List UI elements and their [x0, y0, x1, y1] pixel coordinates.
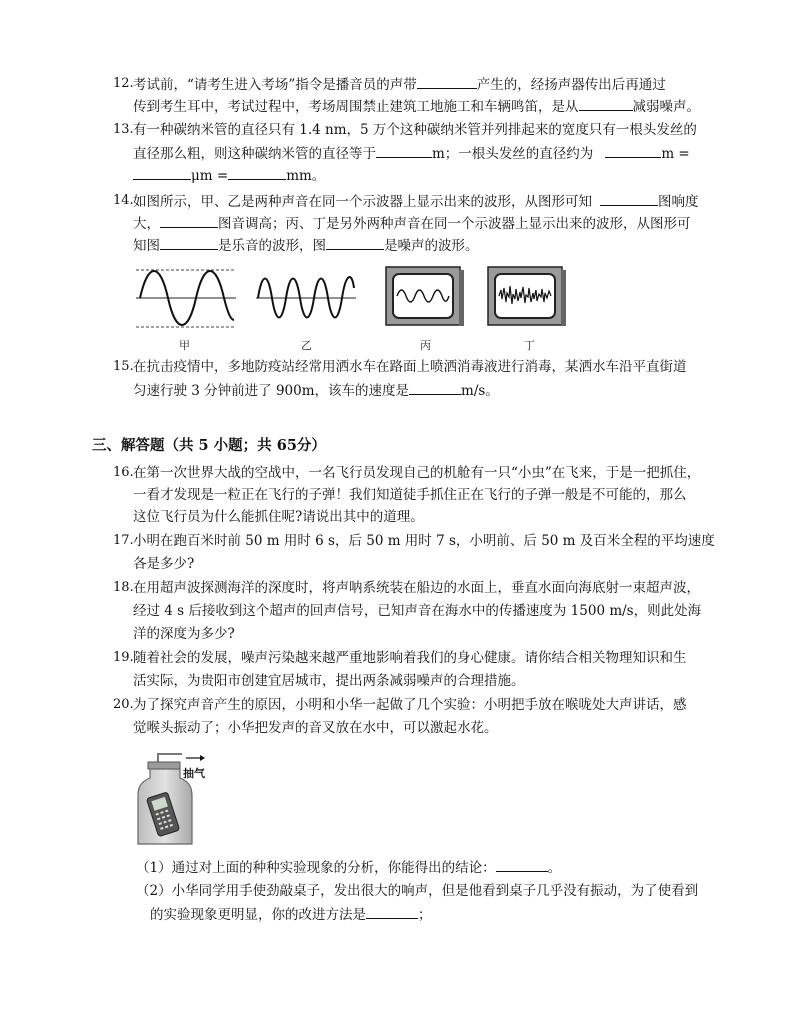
q14-text: 知图 — [133, 238, 160, 254]
q12-line1 — [133, 74, 666, 95]
oscilloscope-ding — [487, 266, 567, 328]
q15-line1 — [133, 357, 687, 377]
q13-text: μm = — [191, 168, 229, 184]
q18-line3 — [133, 624, 235, 644]
q17-number: 17. — [113, 533, 134, 548]
q20-text: （1）通过对上面的种种实验现象的分析，你能得出的结论： — [136, 860, 496, 876]
answer-blank[interactable] — [160, 235, 218, 250]
q13-number: 13. — [113, 122, 134, 137]
q12-text: 产生的，经扬声器传出后再通过 — [476, 77, 666, 93]
answer-blank[interactable] — [366, 904, 418, 919]
q13-line3 — [133, 165, 325, 186]
q20-sub1 — [136, 857, 561, 878]
q19-text: 随着社会的发展，噪声污染越来越严重地影响着我们的身心健康。请你结合相关物理知识和生 — [133, 650, 687, 666]
q14-number: 14. — [113, 193, 134, 208]
q20-line2 — [133, 718, 498, 738]
answer-blank[interactable] — [133, 165, 191, 180]
q13-text: m；一根头发丝的直径约为 — [432, 146, 594, 162]
q20-text: 觉喉头振动了；小华把发声的音叉放在水中，可以激起水花。 — [133, 720, 498, 736]
q13-text: m = — [661, 146, 690, 162]
q20-number: 20. — [113, 697, 134, 712]
waveform-jia — [136, 268, 236, 330]
q16-line3 — [133, 507, 424, 527]
q13-text: 有一种碳纳米管的直径只有 1.4 nm，5 万个这种碳纳米管并列排起来的宽度只有一根头发丝的 — [133, 122, 697, 138]
q19-text: 活实际，为贵阳市创建宜居城市，提出两条减弱噪声的合理措施。 — [133, 673, 525, 689]
q18-number: 18. — [113, 580, 134, 595]
q15-number: 15. — [113, 359, 134, 374]
q14-line3 — [133, 235, 479, 256]
q14-text: 大， — [133, 216, 160, 232]
q15-text: 在抗击疫情中，多地防疫站经常用洒水车在路面上喷洒消毒液进行消毒，某洒水车沿平直街道 — [133, 359, 687, 375]
answer-blank[interactable] — [605, 143, 661, 158]
answer-blank[interactable] — [160, 213, 218, 228]
answer-blank[interactable] — [326, 235, 384, 250]
q16-line1 — [133, 463, 700, 483]
q13-line2 — [133, 143, 690, 164]
q14-text: 如图所示，甲、乙是两种声音在同一个示波器上显示出来的波形，从图形可知 — [133, 194, 592, 210]
answer-blank[interactable] — [376, 143, 432, 158]
q18-text: 在用超声波探测海洋的深度时，将声呐系统装在船边的水面上，垂直水面向海底射一束超声波， — [133, 580, 700, 596]
q19-line2 — [133, 671, 525, 691]
answer-blank[interactable] — [417, 74, 477, 89]
caption-yi: 乙 — [301, 339, 312, 352]
q13-line1 — [133, 120, 697, 140]
q15-line2 — [133, 380, 499, 401]
q12-number: 12. — [113, 76, 134, 91]
answer-blank[interactable] — [496, 857, 548, 872]
q14-text: 是噪声的波形。 — [384, 238, 479, 254]
q20-text: （2）小华同学用手使劲敲桌子，发出很大的响声，但是他看到桌子几乎没有振动，为了使看到 — [136, 883, 699, 899]
answer-blank[interactable] — [579, 96, 633, 111]
q13-text: mm。 — [286, 168, 326, 184]
bell-jar-phone-figure — [130, 748, 220, 848]
q20-text: 。 — [547, 860, 562, 876]
q18-line1 — [133, 578, 700, 598]
jar-label: 抽气 — [183, 767, 205, 780]
q16-line2 — [133, 485, 687, 505]
q20-sub2-line2 — [150, 904, 432, 925]
caption-ding: 丁 — [524, 339, 535, 352]
q12-text: 考试前，“请考生进入考场”指令是播音员的声带 — [133, 77, 417, 93]
oscilloscope-bing — [385, 266, 465, 328]
q19-number: 19. — [113, 650, 134, 665]
q14-text: 图响度 — [658, 194, 699, 210]
q16-text: 在第一次世界大战的空战中，一名飞行员发现自己的机舱有一只“小虫”在飞来，于是一把抓住， — [133, 465, 701, 481]
waveform-yi — [256, 268, 356, 330]
section-heading: 三、解答题（共 5 小题；共 65分） — [92, 437, 326, 454]
answer-blank[interactable] — [600, 191, 658, 206]
q17-line2 — [133, 554, 194, 574]
q15-text: m/s。 — [461, 383, 499, 399]
q20-text: 的实验现象更明显，你的改进方法是 — [150, 907, 366, 923]
q20-text: 为了探究声音产生的原因，小明和小华一起做了几个实验：小明把手放在喉咙处大声讲话，感 — [133, 697, 687, 713]
q12-text: 传到考生耳中，考试过程中，考场周围禁止建筑工地施工和车辆鸣笛，是从 — [133, 99, 579, 115]
q17-line1 — [133, 531, 715, 551]
q20-line1 — [133, 695, 687, 715]
q20-text: ； — [418, 907, 432, 923]
q14-text: 图音调高；丙、丁是另外两种声音在同一个示波器上显示出来的波形，从图形可 — [218, 216, 691, 232]
q16-text: 一看才发现是一粒正在飞行的子弹！我们知道徒手抓住正在飞行的子弹一般是不可能的，那么 — [133, 487, 687, 503]
q16-number: 16. — [113, 465, 134, 480]
q17-text: 各是多少? — [133, 556, 195, 572]
q14-text: 是乐音的波形，图 — [218, 238, 326, 254]
q14-line2 — [133, 213, 691, 234]
q19-line1 — [133, 648, 687, 668]
caption-bing: 丙 — [420, 339, 431, 352]
q17-text: 小明在跑百米时前 50 m 用时 6 s，后 50 m 用时 7 s，小明前、后 50 m 及百米全程的平均速度 — [133, 533, 715, 549]
q14-line1 — [133, 191, 699, 212]
q18-text: 洋的深度为多少? — [133, 626, 235, 642]
q15-text: 匀速行驶 3 分钟前进了 900m，该车的速度是 — [133, 383, 410, 399]
answer-blank[interactable] — [228, 165, 286, 180]
caption-jia: 甲 — [179, 339, 190, 352]
q18-text: 经过 4 s 后接收到这个超声的回声信号，已知声音在海水中的传播速度为 1500 m/s，则此处海 — [133, 603, 702, 619]
answer-blank[interactable] — [409, 380, 461, 395]
q20-sub2-line1 — [136, 881, 698, 901]
q16-text: 这位飞行员为什么能抓住呢?请说出其中的道理。 — [133, 509, 424, 525]
q13-text: 直径那么粗，则这种碳纳米管的直径等于 — [133, 146, 376, 162]
q12-line2 — [133, 96, 700, 117]
q18-line2 — [133, 601, 701, 621]
q12-text: 减弱噪声。 — [632, 99, 700, 115]
